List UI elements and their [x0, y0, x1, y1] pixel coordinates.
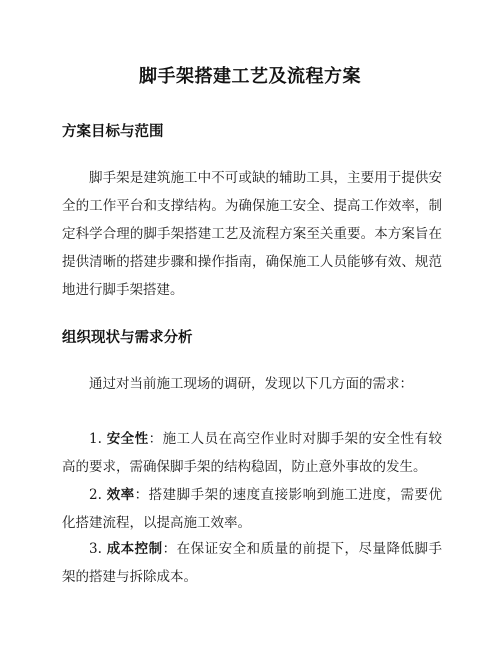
- list-item-text: ：施工人员在高空作业时对脚手架的安全性有较高的要求，需确保脚手架的结构稳固，防止意外事故的发生。: [62, 431, 443, 475]
- list-item-cost-control: [62, 535, 442, 591]
- list-item-label: 安全性: [106, 431, 149, 447]
- list-item-safety: [62, 425, 442, 481]
- list-item-number: 1.: [89, 431, 102, 447]
- list-item-label: 效率: [106, 487, 135, 503]
- list-item-label: 成本控制: [106, 541, 163, 557]
- section-heading-goals: 方案目标与范围: [62, 124, 164, 140]
- document-title: 脚手架搭建工艺及流程方案: [139, 66, 361, 87]
- list-item-text: ：搭建脚手架的速度直接影响到施工进度，需要优化搭建流程，以提高施工效率。: [62, 487, 443, 531]
- section-goals-paragraph: 脚手架是建筑施工中不可或缺的辅助工具，主要用于提供安全的工作平台和支撑结构。为确保施工安全、提高工作效率，制定科学合理的脚手架搭建工艺及流程方案至关重要。本方案旨在提供清晰的搭建步骤和操作指南，确保施工人员能够有效、规范地进行脚手架搭建。: [62, 170, 442, 298]
- list-item-number: 2.: [89, 487, 102, 503]
- section-heading-analysis: 组织现状与需求分析: [62, 330, 193, 346]
- list-item-number: 3.: [89, 541, 102, 557]
- list-item-efficiency: [62, 481, 442, 537]
- list-item-text: ：在保证安全和质量的前提下，尽量降低脚手架的搭建与拆除成本。: [62, 541, 443, 585]
- section-analysis-intro: 通过对当前施工现场的调研，发现以下几方面的需求：: [89, 376, 413, 392]
